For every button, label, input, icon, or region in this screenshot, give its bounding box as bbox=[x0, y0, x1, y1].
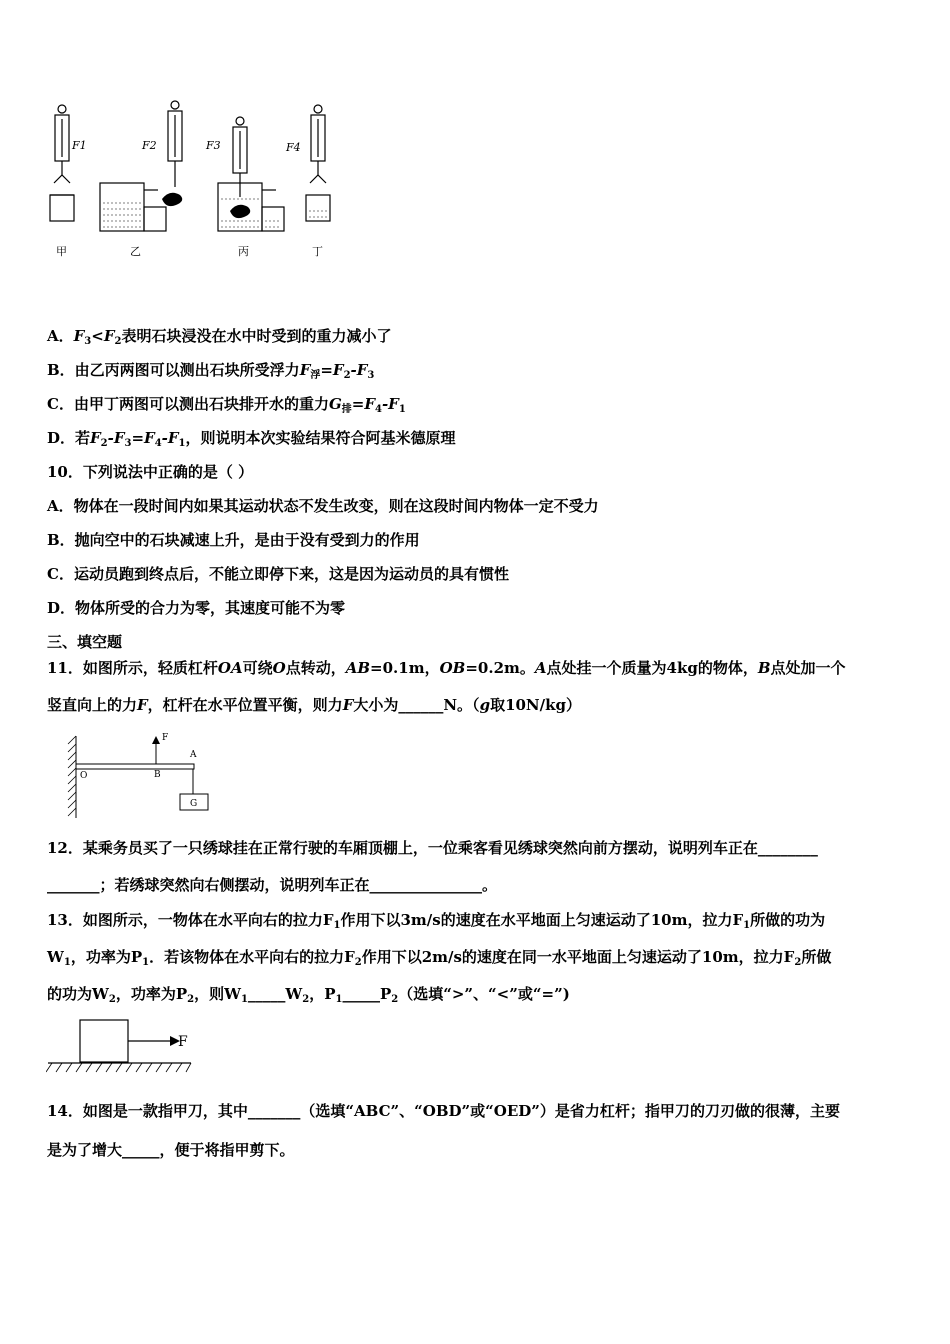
q12-line-1: 12．某乘务员买了一只绣球挂在正常行驶的车厢顶棚上，一位乘客看见绣球突然向前方摆动，说明列车正在________ bbox=[47, 839, 818, 857]
label-f3: F3 bbox=[206, 139, 221, 152]
q10-option-b: B．抛向空中的石块减速上升，是由于没有受到力的作用 bbox=[47, 531, 420, 549]
caption-bing: 丙 bbox=[238, 245, 249, 258]
q10-option-d: D．物体所受的合力为零，其速度可能不为零 bbox=[47, 599, 346, 617]
q10-stem: 10．下列说法中正确的是（ ） bbox=[47, 463, 254, 481]
svg-text:F: F bbox=[162, 733, 169, 743]
q9-option-a: A．$F_3<F_2$表明石块浸没在水中时受到的重力减小了 bbox=[47, 327, 392, 347]
q13-line-2: $W_1$，功率为$P_1$．若该物体在水平向右的拉力$F_2$作用下以2m/s的速度在同一水平地面上匀速运动了10m，拉力$F_2$所做 bbox=[47, 948, 832, 968]
label-f1: F1 bbox=[72, 139, 87, 152]
label-f2: F2 bbox=[142, 139, 157, 152]
q9-option-d: D．若$F_2-F_3=F_4-F_1$，则说明本次实验结果符合阿基米德原理 bbox=[47, 429, 456, 449]
q14-line-1: 14．如图是一款指甲刀，其中_______（选填“ABC”、“OBD”或“OED”）是省力杠杆；指甲刀的刀刃做的很薄，主要 bbox=[47, 1102, 840, 1120]
buoyancy-experiment-figure bbox=[40, 95, 340, 265]
q10-option-a: A．物体在一段时间内如果其运动状态不发生改变，则在这段时间内物体一定不受力 bbox=[47, 497, 599, 515]
svg-text:B: B bbox=[154, 770, 161, 780]
label-f4: F4 bbox=[286, 141, 301, 154]
q13-line-1: 13．如图所示，一物体在水平向右的拉力$F_1$作用下以3m/s的速度在水平地面上匀速运动了10m，拉力$F_1$所做的功为 bbox=[47, 911, 826, 931]
q10-option-c: C．运动员跑到终点后，不能立即停下来，这是因为运动员的具有惯性 bbox=[47, 565, 509, 583]
svg-text:G: G bbox=[190, 799, 198, 809]
svg-text:O: O bbox=[80, 771, 88, 781]
q13-line-3: 的功为$W_2$，功率为$P_2$，则$W_1\_\_\_\_\_W_2$，$P_1\_\_\_\_\_P_2$（选填“>”、“<”或“=”) bbox=[47, 985, 570, 1005]
lever-figure bbox=[62, 730, 222, 820]
section-title: 三、填空题 bbox=[47, 633, 123, 651]
q9-option-b: B．由乙丙两图可以测出石块所受浮力$F_浮=F_2-F_3$ bbox=[47, 361, 375, 381]
caption-jia: 甲 bbox=[56, 245, 67, 258]
caption-yi: 乙 bbox=[130, 245, 141, 258]
q11-line-1: 11．如图所示，轻质杠杆OA可绕O点转动，AB=0.1m，OB=0.2m。A点处挂一个质量为4kg的物体，B点处加一个 bbox=[47, 659, 846, 677]
svg-text:A: A bbox=[190, 750, 197, 760]
caption-ding: 丁 bbox=[312, 245, 323, 258]
q9-option-c: C．由甲丁两图可以测出石块排开水的重力$G_排=F_4-F_1$ bbox=[47, 395, 406, 415]
q11-line-2: 竖直向上的力F，杠杆在水平位置平衡，则力F大小为______N。（g取10N/kg） bbox=[47, 696, 582, 714]
block-force-figure bbox=[46, 1016, 196, 1080]
q14-line-2: 是为了增大_____，便于将指甲剪下。 bbox=[47, 1141, 295, 1159]
svg-text:F: F bbox=[178, 1034, 188, 1050]
q12-line-2: _______；若绣球突然向右侧摆动，说明列车正在_______________。 bbox=[47, 876, 498, 894]
